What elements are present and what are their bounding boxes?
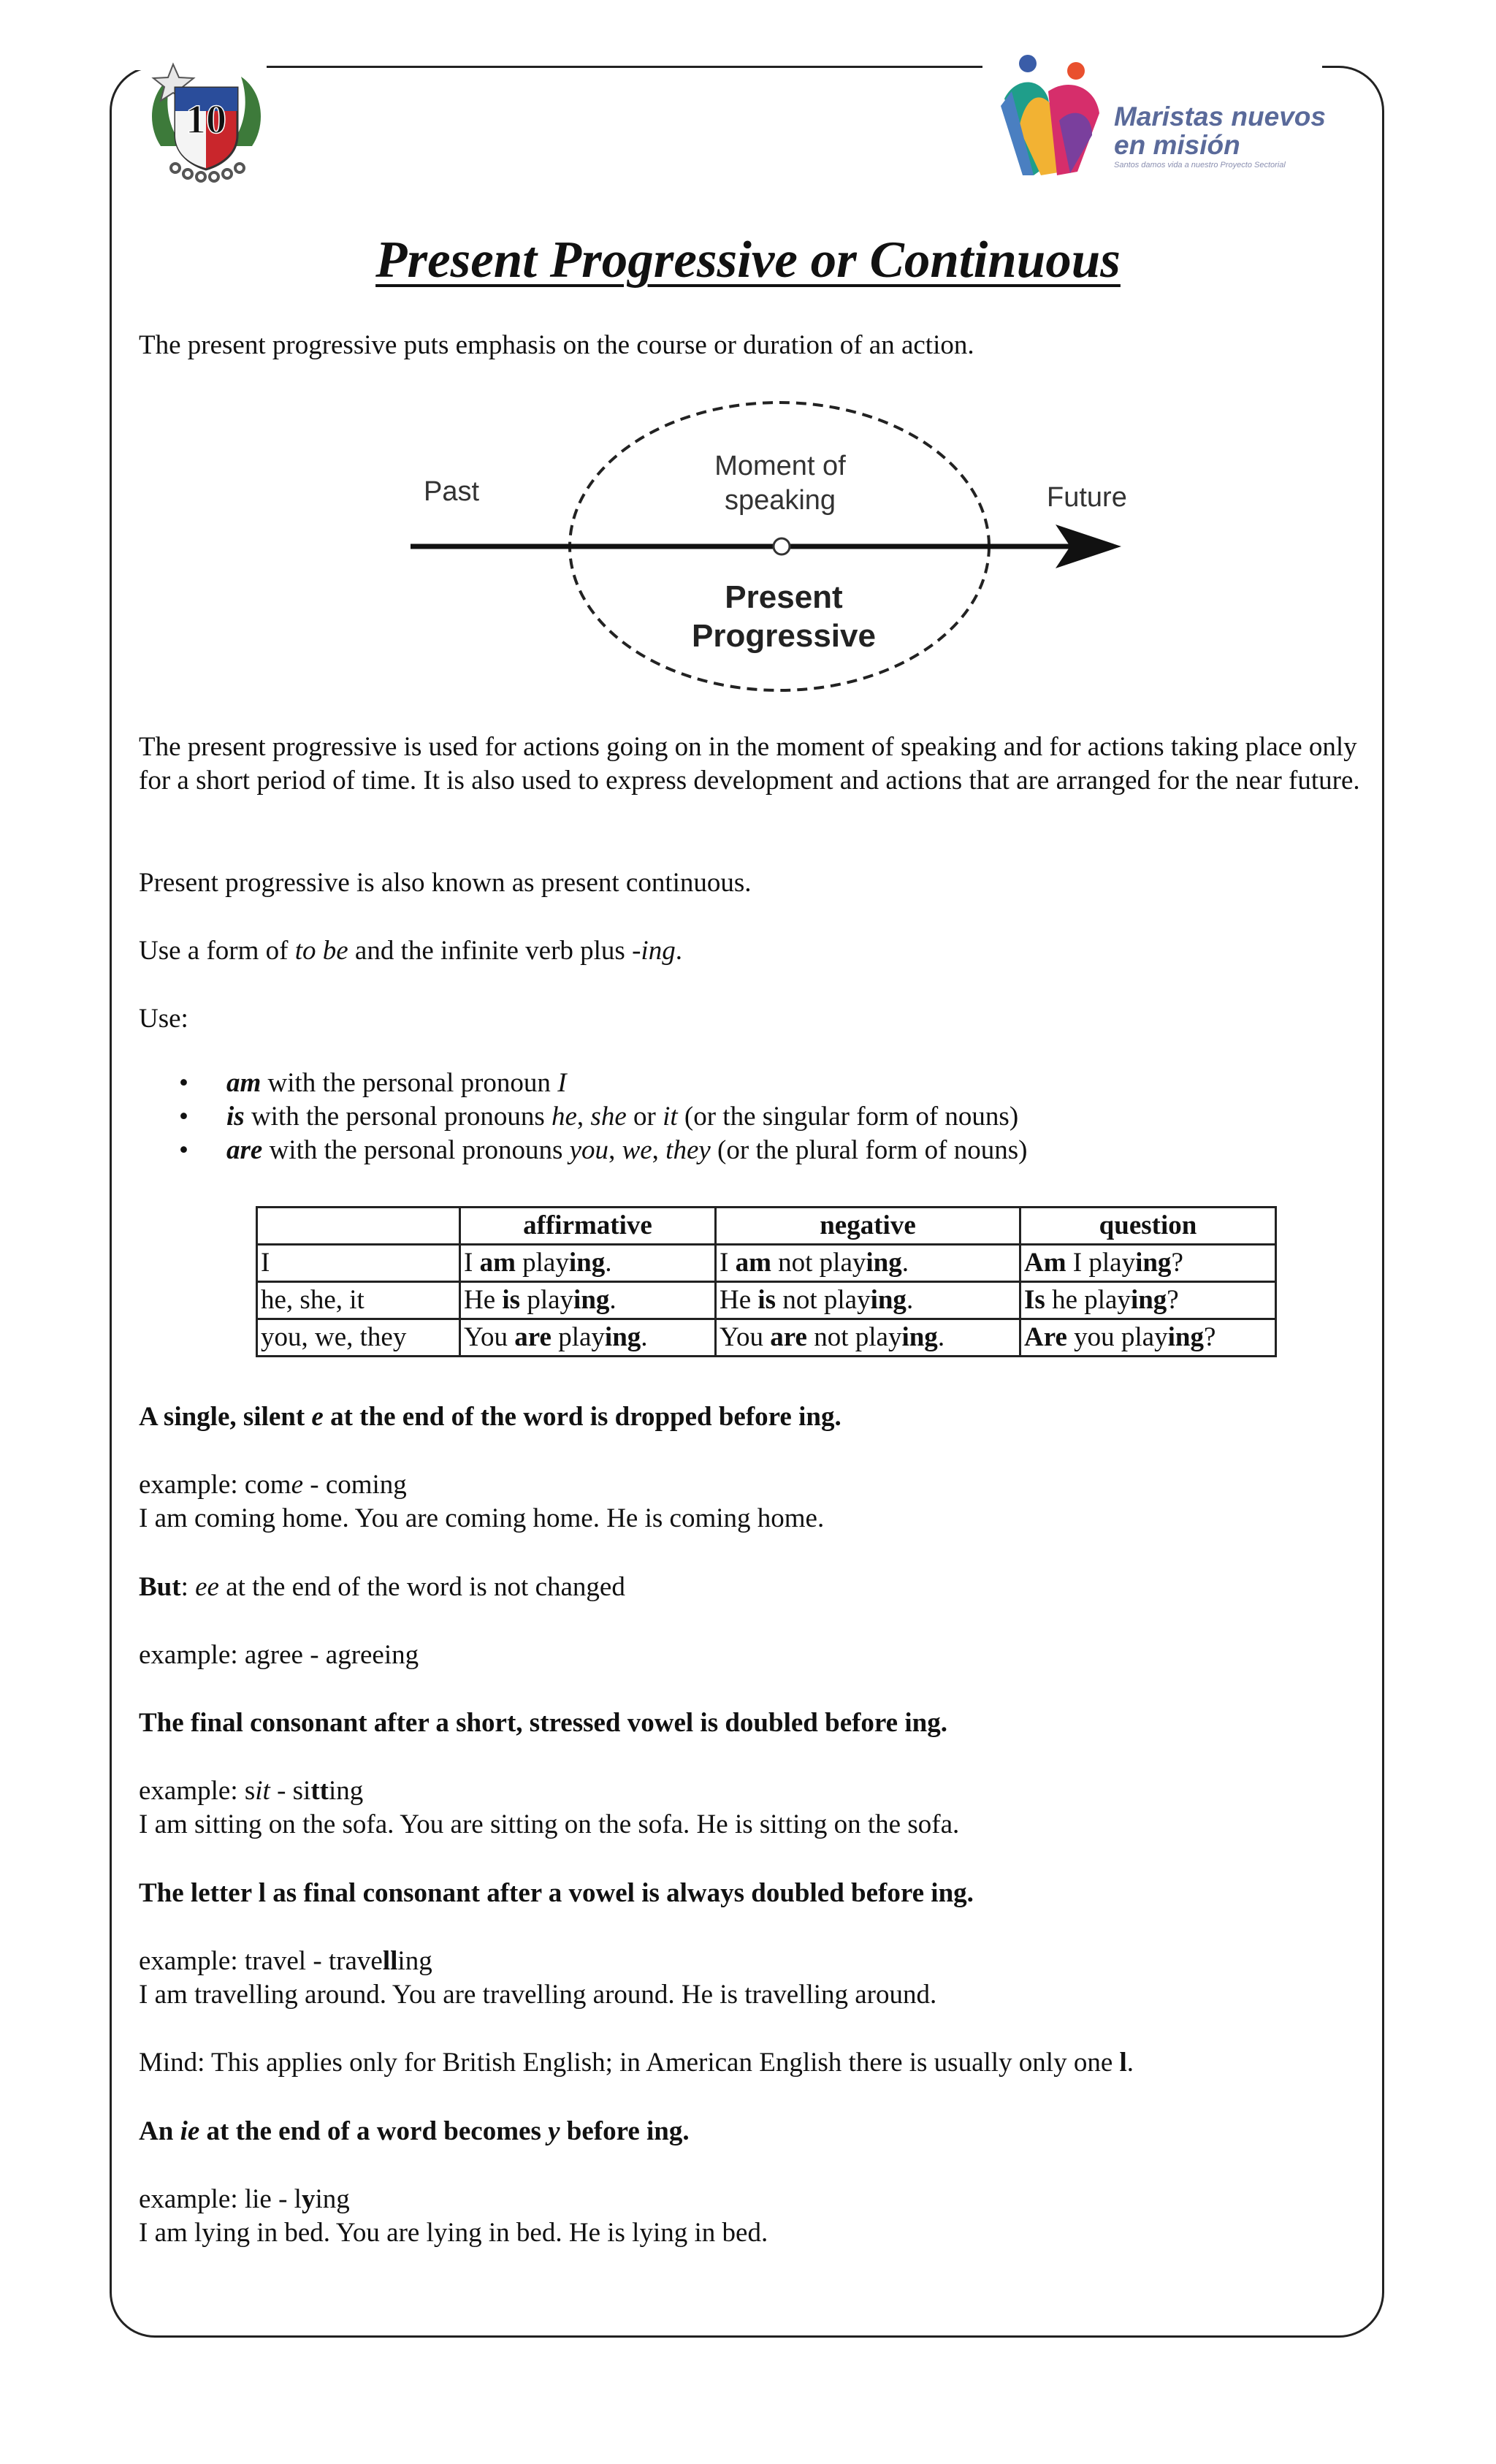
affirmative-cell (460, 1319, 716, 1357)
cell-text: He (720, 1285, 758, 1315)
cell-text: not play (776, 1285, 871, 1315)
cell-bold: Am (1024, 1248, 1066, 1278)
use-label: Use: (139, 1004, 188, 1034)
rule-letter: e (311, 1402, 324, 1432)
rule-text: at the end of the word is dropped before ing. (323, 1402, 842, 1432)
table-header: question (1020, 1208, 1276, 1245)
question-cell (1020, 1245, 1276, 1282)
sentence-sit: I am sitting on the sofa. You are sitting on the sofa. He is sitting on the sofa. (139, 1809, 960, 1839)
table-row (257, 1319, 1276, 1357)
example-letter: e (291, 1470, 303, 1500)
example-silent-e (139, 1468, 1381, 1502)
past-label: Past (424, 476, 480, 507)
crest-number: 10 (186, 97, 226, 142)
example-text: example: s (139, 1776, 256, 1806)
cell-bold: ing (1135, 1248, 1172, 1278)
table-header: negative (716, 1208, 1020, 1245)
cell-bold: ing (604, 1322, 641, 1352)
table-row (257, 1245, 1276, 1282)
conjugation-table (256, 1206, 1277, 1357)
use-pronoun: it (663, 1102, 678, 1132)
form-ing: -ing (632, 936, 676, 966)
list-item (226, 1067, 1322, 1100)
but-label: But (139, 1572, 181, 1602)
affirmative-cell (460, 1245, 716, 1282)
example-bold: y (301, 2184, 316, 2214)
example-text: example: com (139, 1470, 291, 1500)
cell-text: he play (1045, 1285, 1131, 1315)
cell-bold: ing (870, 1285, 907, 1315)
intro-paragraph: The present progressive puts emphasis on the course or duration of an action. (139, 330, 974, 360)
also-known-paragraph: Present progressive is also known as present continuous. (139, 868, 752, 898)
rule-heading-ie (139, 2115, 1381, 2148)
example-text: example: lie - l (139, 2184, 302, 2214)
mind-text: Mind: This applies only for British English; in American English there is usually only one (139, 2048, 1120, 2078)
form-paragraph (139, 934, 1381, 968)
example-text: - coming (303, 1470, 407, 1500)
use-pronoun: you (569, 1135, 609, 1165)
rule-text: An (139, 2116, 180, 2146)
use-pronoun: I (557, 1068, 567, 1098)
use-verb: am (226, 1068, 262, 1098)
cell-text: You (720, 1322, 771, 1352)
sentence-lie: I am lying in bed. You are lying in bed. He is lying in bed. (139, 2218, 768, 2248)
school-crest-logo (142, 58, 270, 186)
table-header: affirmative (460, 1208, 716, 1245)
cell-text: . (937, 1322, 945, 1352)
use-pronoun: they (665, 1135, 711, 1165)
cell-text: . (605, 1248, 612, 1278)
cell-text: You (464, 1322, 515, 1352)
cell-bold: ing (573, 1285, 610, 1315)
moment-point (774, 538, 790, 554)
cell-bold: are (514, 1322, 552, 1352)
use-pronoun: we (622, 1135, 652, 1165)
example-travel (139, 1945, 1381, 1978)
rule-text: at the end of a word becomes (199, 2116, 549, 2146)
use-text: with the personal pronouns (262, 1135, 570, 1165)
negative-cell (716, 1245, 1020, 1282)
example-agree: example: agree - agreeing (139, 1640, 419, 1670)
mind-note (139, 2046, 1381, 2080)
use-text: , (608, 1135, 622, 1165)
use-text: with the personal pronouns (244, 1102, 552, 1132)
example-bold: ll (382, 1946, 398, 1976)
cell-text: play (551, 1322, 605, 1352)
cell-bold: ing (1167, 1322, 1204, 1352)
rule-letter: y (548, 2116, 560, 2146)
pronoun-cell: he, she, it (257, 1282, 460, 1319)
brand-text (1114, 102, 1326, 169)
cell-bold: ing (568, 1248, 606, 1278)
cell-text: . (901, 1248, 909, 1278)
cell-bold: is (757, 1285, 776, 1315)
question-cell (1020, 1282, 1276, 1319)
rule-heading-silent-e (139, 1400, 1381, 1434)
cell-bold: am (735, 1248, 771, 1278)
page-title: Present Progressive or Continuous (375, 232, 1121, 289)
usage-paragraph: The present progressive is used for actions going on in the moment of speaking and for actions taking place only for a short period of time. It is also used to express development and actions that are arranged for the near future. (139, 732, 1360, 796)
progressive-label-line1: Present (725, 579, 843, 615)
pronoun-cell: I (257, 1245, 460, 1282)
list-item (226, 1100, 1322, 1134)
cell-text: I (464, 1248, 480, 1278)
cell-bold: ing (901, 1322, 938, 1352)
moment-label-line1: Moment of (714, 451, 846, 481)
cell-bold: is (502, 1285, 521, 1315)
use-text: with the personal pronoun (261, 1068, 558, 1098)
example-letters: it (255, 1776, 270, 1806)
example-lie (139, 2183, 1381, 2216)
cell-text: I (720, 1248, 736, 1278)
use-text: or (626, 1102, 663, 1132)
use-list (139, 1067, 1322, 1167)
table-header (257, 1208, 460, 1245)
cell-bold: Are (1024, 1322, 1067, 1352)
sentence-silent-e: I am coming home. You are coming home. He is coming home. (139, 1503, 825, 1533)
use-text: (or the plural form of nouns) (710, 1135, 1028, 1165)
example-text: ing (315, 2184, 350, 2214)
negative-cell (716, 1319, 1020, 1357)
use-text: , (576, 1102, 591, 1132)
rule-heading-double-consonant: The final consonant after a short, stressed vowel is doubled before ing. (139, 1708, 947, 1738)
use-text: (or the singular form of nouns) (677, 1102, 1019, 1132)
cell-bold: am (479, 1248, 516, 1278)
form-text: and the infinite verb plus (348, 936, 633, 966)
cell-text: ? (1203, 1322, 1216, 1352)
use-verb: is (226, 1102, 245, 1132)
brand-tagline: Santos damos vida a nuestro Proyecto Sectorial (1114, 161, 1286, 169)
but-note (139, 1571, 1381, 1604)
example-sit (139, 1774, 1381, 1808)
sentence-travel: I am travelling around. You are travelling around. He is travelling around. (139, 1980, 937, 2010)
rule-text: before ing. (560, 2116, 690, 2146)
use-pronoun: she (590, 1102, 627, 1132)
moment-label-line2: speaking (724, 485, 836, 516)
example-bold: tt (310, 1776, 329, 1806)
cell-text: play (520, 1285, 574, 1315)
timeline-diagram (380, 394, 1140, 701)
cell-bold: ing (866, 1248, 902, 1278)
list-item (226, 1134, 1322, 1167)
table-row (257, 1282, 1276, 1319)
cell-text: . (609, 1285, 617, 1315)
affirmative-cell (460, 1282, 716, 1319)
cell-text: I play (1066, 1248, 1136, 1278)
cell-text: not play (771, 1248, 866, 1278)
rule-letters: ie (180, 2116, 200, 2146)
use-pronoun: he (551, 1102, 577, 1132)
cell-bold: are (770, 1322, 807, 1352)
but-text: : (180, 1572, 196, 1602)
cell-text: ? (1167, 1285, 1179, 1315)
mind-bold: l (1119, 2048, 1127, 2078)
cell-text: you play (1066, 1322, 1168, 1352)
cell-text: play (515, 1248, 569, 1278)
table-header-row (257, 1208, 1276, 1245)
form-text: . (675, 936, 682, 966)
form-tobe: to be (294, 936, 348, 966)
example-text: example: travel - trave (139, 1946, 383, 1976)
example-text: ing (397, 1946, 432, 1976)
mind-text: . (1126, 2048, 1134, 2078)
brand-line1: Maristas nuevos (1114, 102, 1326, 131)
rule-heading-letter-l: The letter l as final consonant after a vowel is always doubled before ing. (139, 1878, 974, 1908)
brand-line2: en misión (1114, 130, 1240, 160)
use-text: , (652, 1135, 666, 1165)
cell-text: . (641, 1322, 648, 1352)
example-text: - si (270, 1776, 311, 1806)
cell-text: not play (806, 1322, 902, 1352)
rule-text: A single, silent (139, 1402, 312, 1432)
negative-cell (716, 1282, 1020, 1319)
but-letters: ee (195, 1572, 219, 1602)
future-label: Future (1047, 482, 1127, 513)
cell-bold: Is (1024, 1285, 1045, 1315)
cell-text: He (464, 1285, 503, 1315)
example-text: ing (328, 1776, 364, 1806)
cell-text: ? (1171, 1248, 1183, 1278)
pronoun-cell: you, we, they (257, 1319, 460, 1357)
form-text: Use a form of (139, 936, 295, 966)
question-cell (1020, 1319, 1276, 1357)
use-verb: are (226, 1135, 263, 1165)
cell-bold: ing (1130, 1285, 1167, 1315)
cell-text: . (906, 1285, 914, 1315)
but-text: at the end of the word is not changed (218, 1572, 625, 1602)
progressive-label-line2: Progressive (692, 618, 876, 654)
